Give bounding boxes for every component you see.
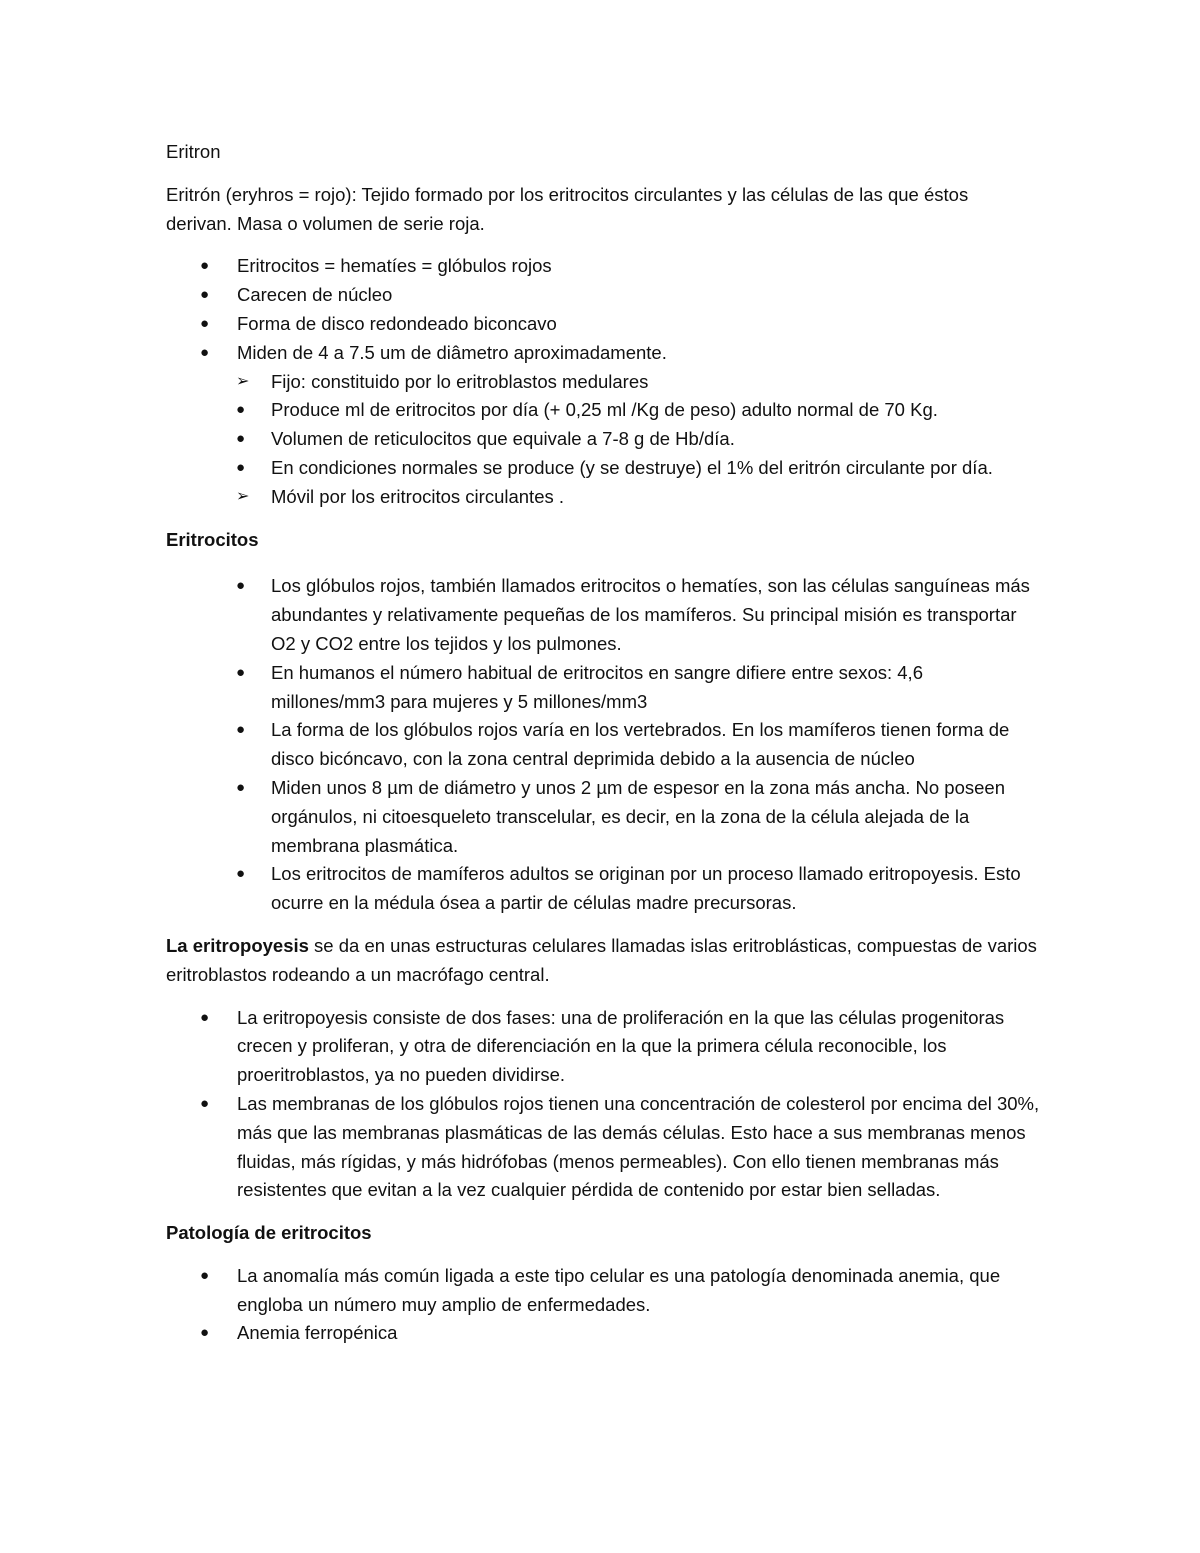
list-item: ● La eritropoyesis consiste de dos fases: una de proliferación en la que las células progenitoras crecen y proliferan, y otra de diferenciación en la que la primera célula reconocible, los proeritroblastos, ya no pueden dividirse. — [166, 1004, 1007, 1090]
sub-list-item-movil: ➢ Móvil por los eritrocitos circulantes . — [166, 483, 1046, 512]
list-item: ● Carecen de núcleo — [166, 281, 1046, 310]
bullet-icon: ● — [200, 1324, 210, 1342]
bullet-icon: ● — [200, 1094, 210, 1112]
bullet-icon: ● — [236, 865, 246, 883]
bullet-icon: ● — [200, 343, 210, 361]
eritrocitos-list — [166, 572, 1046, 918]
list-item: ● La anomalía más común ligada a este tipo celular es una patología denominada anemia, que engloba un número muy amplio de enfermedades. — [166, 1262, 1017, 1320]
bullet-icon: ● — [200, 314, 210, 332]
eritropoyesis-list — [166, 1004, 1046, 1206]
arrow-bullet-icon: ➢ — [236, 372, 250, 390]
section-heading-patologia: Patología de eritrocitos — [166, 1222, 372, 1244]
list-item: ● Eritrocitos = hematíes = glóbulos rojos — [166, 252, 1046, 281]
bullet-icon: ● — [200, 257, 210, 275]
bullet-icon: ● — [200, 1008, 210, 1026]
document-title: Eritron — [166, 141, 221, 162]
list-item: ● La forma de los glóbulos rojos varía en los vertebrados. En los mamíferos tienen forma de disco bicóncavo, con la zona central deprimida debido a la ausencia de núcleo — [166, 716, 1046, 774]
list-item: ● En humanos el número habitual de eritrocitos en sangre difiere entre sexos: 4,6 millones/mm3 para mujeres y 5 millones/mm3 — [166, 659, 971, 717]
list-item: ● Anemia ferropénica — [166, 1319, 1046, 1348]
bullet-icon: ● — [200, 286, 210, 304]
intro-paragraph: Eritrón (eryhros = rojo): Tejido formado por los eritrocitos circulantes y las células de las que éstos derivan. Masa o volumen de serie roja. — [166, 183, 969, 234]
bullet-icon: ● — [236, 778, 246, 796]
list-item: ● Miden de 4 a 7.5 um de diâmetro aproximadamente. — [166, 339, 1046, 368]
bullet-icon: ● — [236, 458, 246, 476]
bullet-icon: ● — [236, 721, 246, 739]
list-item: ● Forma de disco redondeado biconcavo — [166, 310, 1046, 339]
document-body — [166, 138, 1046, 1362]
section-heading-eritrocitos: Eritrocitos — [166, 528, 259, 550]
bullet-icon: ● — [236, 663, 246, 681]
eritron-list — [166, 252, 1046, 511]
eritropoyesis-bold-term: La eritropoyesis — [166, 934, 309, 956]
sub-list-item-fijo: ➢ Fijo: constituido por lo eritroblastos medulares — [166, 368, 1046, 397]
eritropoyesis-paragraph: La eritropoyesis se da en unas estructuras celulares llamadas islas eritroblásticas, compuestas de varios eritroblastos rodeando a un macrófago central. — [166, 934, 1037, 985]
arrow-bullet-icon: ➢ — [236, 487, 250, 505]
list-item: ● Los eritrocitos de mamíferos adultos se originan por un proceso llamado eritropoyesis. Esto ocurre en la médula ósea a partir de células madre precursoras. — [166, 860, 1046, 918]
sub-list-item: ● Volumen de reticulocitos que equivale a 7-8 g de Hb/día. — [166, 425, 1046, 454]
list-item: ● Los glóbulos rojos, también llamados eritrocitos o hematíes, son las células sanguíneas más abundantes y relativamente pequeñas de los mamíferos. Su principal misión es transportar O2 y CO2 entre los tejidos y los pulmones. — [166, 572, 1046, 658]
bullet-icon: ● — [236, 401, 246, 419]
bullet-icon: ● — [236, 430, 246, 448]
sub-list-item: ● Produce ml de eritrocitos por día (+ 0,25 ml /Kg de peso) adulto normal de 70 Kg. — [166, 396, 1046, 425]
bullet-icon: ● — [236, 577, 246, 595]
sub-list-item: ● En condiciones normales se produce (y se destruye) el 1% del eritrón circulante por día. — [166, 454, 1001, 483]
patologia-list — [166, 1262, 1046, 1348]
list-item: ● Las membranas de los glóbulos rojos tienen una concentración de colesterol por encima del 30%, más que las membranas plasmáticas de las demás células. Esto hace a sus membranas menos fluidas, más rígidas, y más hidrófobas (menos permeables). Con ello tienen membranas más resistentes que evitan a la vez cualquier pérdida de contenido por estar bien selladas. — [166, 1090, 1046, 1205]
list-item: ● Miden unos 8 µm de diámetro y unos 2 µm de espesor en la zona más ancha. No poseen orgánulos, ni citoesqueleto transcelular, es decir, en la zona de la célula alejada de la membrana plasmática. — [166, 774, 1046, 860]
bullet-icon: ● — [200, 1266, 210, 1284]
